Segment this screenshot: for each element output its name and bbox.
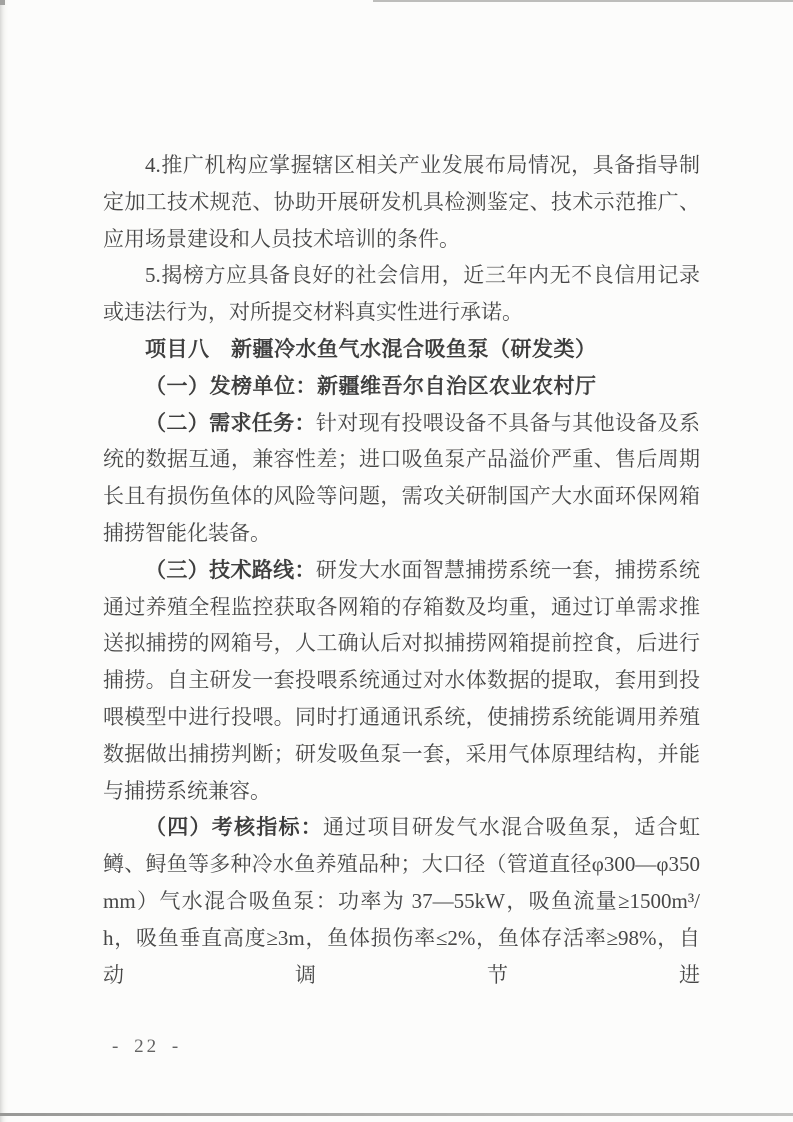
paragraph-clause-4 — [103, 147, 700, 257]
issuing-unit-line — [103, 368, 700, 405]
paragraph-clause-4-text: 4.推广机构应掌握辖区相关产业发展布局情况，具备指导制定加工技术规范、协助开展研发机具检测鉴定、技术示范推广、应用场景建设和人员技术培训的条件。 — [103, 153, 700, 251]
scan-edge-left — [0, 0, 8, 1122]
technical-route-label: （三）技术路线： — [145, 557, 316, 582]
scan-corner-mark — [0, 0, 5, 5]
page-number: - 22 - — [112, 1036, 182, 1057]
technical-route-text: 研发大水面智慧捕捞系统一套，捕捞系统通过养殖全程监控获取各网箱的存箱数及均重，通过订单需求推送拟捕捞的网箱号，人工确认后对拟捕捞网箱提前控食，后进行捕捞。自主研发一套投喂系统通过对水体数据的提取，套用到投喂模型中进行投喂。同时打通通讯系统，使捕捞系统能调用养殖数据做出捕捞判断；研发吸鱼泵一套，采用气体原理结构，并能与捕捞系统兼容。 — [103, 557, 701, 803]
paragraph-clause-5 — [103, 257, 700, 331]
scan-edge-top — [373, 0, 793, 2]
demand-task-text: 针对现有投喂设备不具备与其他设备及系统的数据互通，兼容性差；进口吸鱼泵产品溢价严重、售后周期长且有损伤鱼体的风险等问题，需攻关研制国产大水面环保网箱捕捞智能化装备。 — [103, 410, 701, 545]
assessment-indicators-paragraph — [103, 809, 700, 993]
assessment-indicators-text: 通过项目研发气水混合吸鱼泵，适合虹鳟、鲟鱼等多种冷水鱼养殖品种；大口径（管道直径φ300—φ350mm）气水混合吸鱼泵：功率为 37—55kW，吸鱼流量≥1500m³/h，吸鱼垂直高度≥3m，鱼体损伤率≤2%，鱼体存活率≥98%，自动调节进 — [103, 815, 700, 987]
project-eight-heading-label: 项目八 新疆冷水鱼气水混合吸鱼泵（研发类） — [145, 336, 597, 361]
assessment-indicators-label: （四）考核指标： — [145, 815, 323, 840]
demand-task-label: （二）需求任务： — [145, 410, 316, 435]
technical-route-paragraph — [103, 552, 700, 810]
scan-edge-bottom — [0, 1113, 793, 1116]
paragraph-clause-5-text: 5.揭榜方应具备良好的社会信用，近三年内无不良信用记录或违法行为，对所提交材料真实性进行承诺。 — [103, 263, 700, 325]
document-body — [103, 147, 700, 993]
demand-task-paragraph — [103, 405, 700, 552]
issuing-unit-label: （一）发榜单位：新疆维吾尔自治区农业农村厅 — [145, 373, 597, 398]
project-eight-heading — [103, 331, 700, 368]
